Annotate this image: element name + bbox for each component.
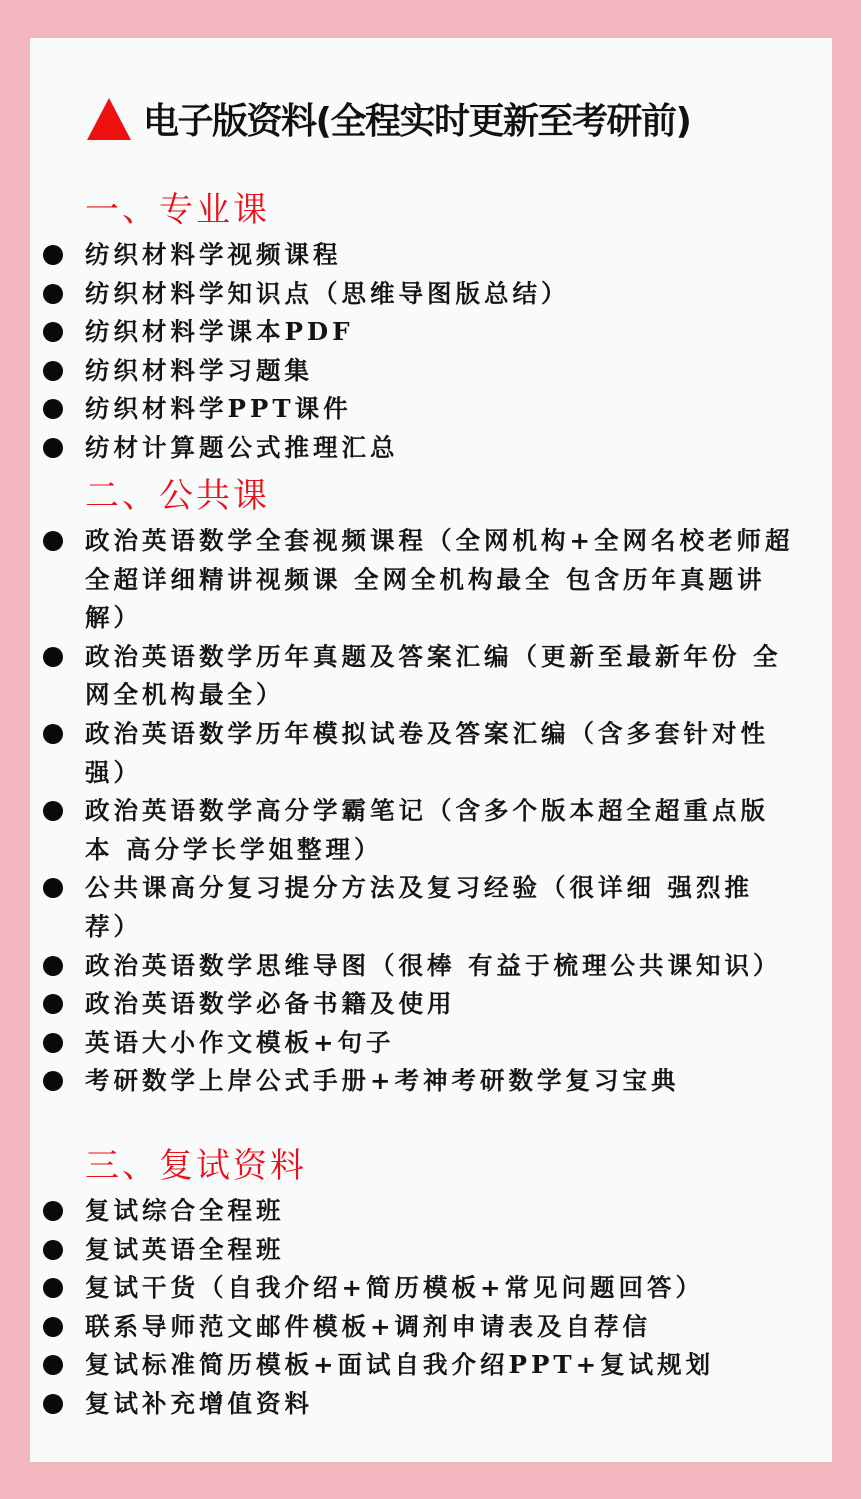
list-item: 考研数学上岸公式手册+考神考研数学复习宝典 xyxy=(38,1062,795,1101)
list-item: 纺织材料学PPT课件 xyxy=(38,390,795,429)
bullet-icon xyxy=(43,1071,63,1091)
retest-material-list xyxy=(38,1192,795,1424)
public-course-list xyxy=(38,522,795,1101)
bullet-icon xyxy=(43,994,63,1014)
bullet-icon xyxy=(43,438,63,458)
bullet-icon xyxy=(43,531,63,551)
bullet-icon xyxy=(43,1278,63,1298)
list-item: 纺材计算题公式推理汇总 xyxy=(38,429,795,468)
list-item: 复试补充增值资料 xyxy=(38,1385,795,1424)
list-item: 政治英语数学必备书籍及使用 xyxy=(38,985,795,1024)
bullet-icon xyxy=(43,801,63,821)
list-item: 纺织材料学视频课程 xyxy=(38,236,795,275)
list-item: 政治英语数学高分学霸笔记（含多个版本超全超重点版本 高分学长学姐整理） xyxy=(38,792,795,869)
bullet-icon xyxy=(43,1240,63,1260)
bullet-icon xyxy=(43,956,63,976)
bullet-icon xyxy=(43,284,63,304)
bullet-icon xyxy=(43,322,63,342)
bullet-icon xyxy=(43,1201,63,1221)
section-heading-retest: 三、复试资料 xyxy=(85,1146,307,1186)
bullet-icon xyxy=(43,878,63,898)
list-item: 纺织材料学知识点（思维导图版总结） xyxy=(38,275,795,314)
list-item: 公共课高分复习提分方法及复习经验（很详细 强烈推荐） xyxy=(38,869,795,946)
list-item: 复试英语全程班 xyxy=(38,1231,795,1270)
section-heading-public: 二、公共课 xyxy=(85,476,270,516)
list-item: 纺织材料学习题集 xyxy=(38,352,795,391)
bullet-icon xyxy=(43,399,63,419)
bullet-icon xyxy=(43,647,63,667)
title-row xyxy=(87,88,690,148)
section-heading-major: 一、专业课 xyxy=(85,190,270,230)
list-item: 政治英语数学全套视频课程（全网机构+全网名校老师超全超详细精讲视频课 全网全机构最全 包含历年真题讲解） xyxy=(38,522,795,638)
list-item: 纺织材料学课本PDF xyxy=(38,313,795,352)
red-triangle-icon xyxy=(87,98,131,140)
list-item: 复试干货（自我介绍+简历模板+常见问题回答） xyxy=(38,1269,795,1308)
list-item: 政治英语数学历年真题及答案汇编（更新至最新年份 全网全机构最全） xyxy=(38,638,795,715)
major-course-list xyxy=(38,236,795,468)
bullet-icon xyxy=(43,361,63,381)
bullet-icon xyxy=(43,1394,63,1414)
list-item: 英语大小作文模板+句子 xyxy=(38,1024,795,1063)
bullet-icon xyxy=(43,1317,63,1337)
bullet-icon xyxy=(43,1355,63,1375)
bullet-icon xyxy=(43,724,63,744)
list-item: 复试综合全程班 xyxy=(38,1192,795,1231)
bullet-icon xyxy=(43,1033,63,1053)
page-title: 电子版资料(全程实时更新至考研前) xyxy=(143,100,691,142)
list-item: 政治英语数学思维导图（很棒 有益于梳理公共课知识） xyxy=(38,947,795,986)
list-item: 复试标准简历模板+面试自我介绍PPT+复试规划 xyxy=(38,1346,795,1385)
content-card xyxy=(30,38,832,1462)
list-item: 政治英语数学历年模拟试卷及答案汇编（含多套针对性强） xyxy=(38,715,795,792)
bullet-icon xyxy=(43,245,63,265)
list-item: 联系导师范文邮件模板+调剂申请表及自荐信 xyxy=(38,1308,795,1347)
